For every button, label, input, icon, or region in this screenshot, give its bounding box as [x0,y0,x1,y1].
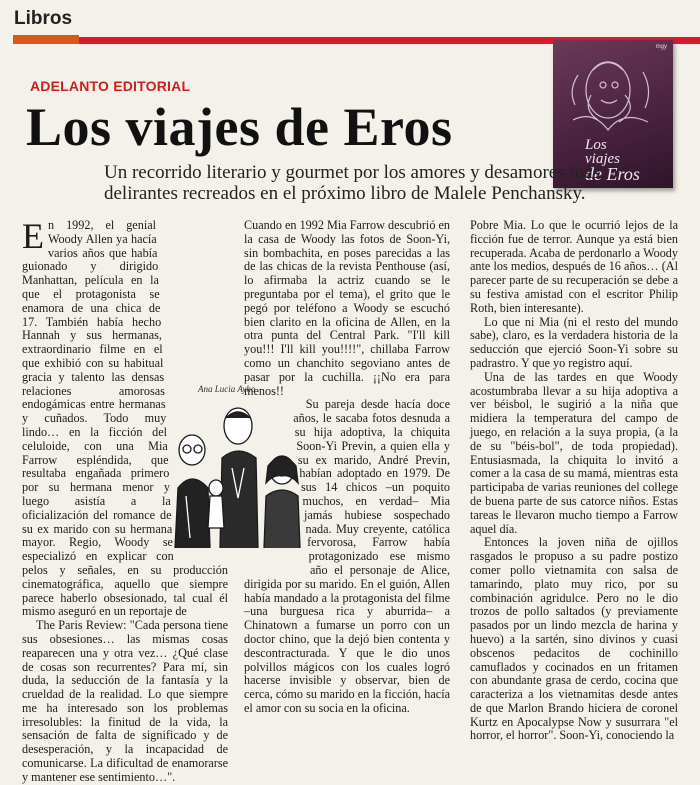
section-accent-bar [13,35,79,44]
section-label: Libros [14,8,73,29]
article-paragraph: Lo que ni Mia (ni el resto del mundo sabe), claro, es la verdadera historia de la seducción que ejerció Soon-Yi sobre su padrastro. Y que yo registro aquí. [470,314,678,370]
article-column-3 [470,219,678,769]
book-title: Los viajes de Eros [585,137,640,184]
article-paragraph: Pobre Mia. Lo que le ocurrió lejos de la ficción fue de terror. Aunque ya está bien recuperada. Acaba de perdonarlo a Woody ante los medios, después de 16 años… (Al parecer parte de su recuperación se debe a su festiva amistad con el escritor Philip Roth, bien interesante). [470,218,678,315]
article-paragraph: Su pareja desde hacía doce años, le sacaba fotos desnuda a su hija adoptiva, la chiquita Soon-Yi Previn, a quien ella y su ex marido, André Previn, habían adoptado en 1979. De sus 14 chicos –un poquito muchos, en verdad– Mia jamás hubiese sospechado nada. Muy creyente, católica fervorosa, Farrow había protagonizado ese mismo año el personaje de Alice, dirigida por su marido. En el guión, Allen había mandado a la protagonista del filme –una burguesa rica y aburrida– a Chinatown a fumarse un porro con un doctor chino, que la dejó bien contenta y descontracturada. Y que le dio unos polvillos mágicos con los cuales logró hacerse invisible y observar, bien de cerca, cómo su marido en la ficción, hacía el amor con su socia en la oficina. [244,397,450,715]
article-paragraph: Entonces la joven niña de ojillos rasgados le propuso a su padre postizo comer pollo vietnamita con salsa de tamarindo, plato muy rico, por su combinación agridulce. Pero no le dio trozos de pollo saltados (y previamente pasados por un lindo mezcla de harina y huevo) a la sartén, sino divinos y cuasi obscenos pedacitos de cochinillo camuflados y cocinados en un fritamen con abundante grasa de cerdo, cocina que caracteriza a los vietnamitas desde antes de que Marlon Brando hiciera de coronel Kurtz en Apocalypse Now y susurrara "el horror, el horror". Soon-Yi, conociendo la [470,535,678,743]
book-cover-art [553,50,673,140]
book-publisher-logo: mgy [655,44,667,50]
kicker: ADELANTO EDITORIAL [30,78,191,94]
headline: Los viajes de Eros [26,97,453,157]
caricature-illustration [160,378,310,558]
article-paragraph: Cuando en 1992 Mia Farrow descubrió en la casa de Woody las fotos de Soon-Yi, sin bombachita, en poses parecidas a las de las chicas de la revista Penthouse (así, lo afirmaba la actriz cuando se le preguntaba por el tema), el grito que le pegó por teléfono a Woody se escuchó bien clarito en la oficina de Allen, en la otra punta del Central Park. "I'll kill you!!! I'll kill you!!!!", chillaba Farrow como un chanchito segoviano antes de pasar por la cuchilla. ¡¡No era para menos!! [244,218,450,398]
drop-cap: E [22,216,44,256]
illustration-inscription: Ana Lucia Ayho [198,384,256,394]
article-paragraph: Una de las tardes en que Woody acostumbraba llevar a su hija adoptiva a ver béisbol, le sugirió a la niña que midiera la temperatura del campo de juego, en relación a la suya propia, (a la de su "béis-bol", de toda propiedad). Entusiasmada, la chiquita lo invitó a comer a la casa de su mamá, mientras esta participaba de varias reuniones del college de buena parte de sus catorce niños. Estas tareas le llevaron mucho tiempo a Farrow aquel día. [470,369,678,536]
dek: Un recorrido literario y gourmet por los amores y desamores más delirantes recreados en el próximo libro de Malele Penchansky. [104,162,600,204]
article-paragraph: The Paris Review: "Cada persona tiene sus obsesiones… las mismas cosas reaparecen una y otra vez… ¿Qué clase de cosas son recurrentes? Para mí, sin duda, la seducción de la fantasía y la crueldad de la realidad. Lo que siempre me ha interesado son los problemas irresolubles: la finitud de la vida, la sensación de falta de significado y de desesperación, y la incapacidad de comunicarse. La dificultad de enamorarse y mantener ese sentimiento…". [22,618,228,784]
article-paragraph: En 1992, el genial Woody Allen ya hacía varios años que había guionado y dirigido Manhattan, película en la que el protagonista se enamora de una chica de 17. También había hecho Hannah y sus hermanas, extraordinario filme en el que exhibió con su habitual gracia y talento las densas relaciones amorosas endogámicas entre hermanas y cuñados. Todo muy lindo… en la ficción del celuloide, con una Mia Farrow espléndida, que resultaba engañada primero por su hermana menor y luego asistía a la oficialización del romance de su ex marido con su hermana mayor. Regio, Woody se especializó en explicar con pelos y señales, en su producción cinematográfica, aquello que siempre parece haberlo obsesionado, tal cual él mismo aseguró en un reportaje de [22,216,228,619]
